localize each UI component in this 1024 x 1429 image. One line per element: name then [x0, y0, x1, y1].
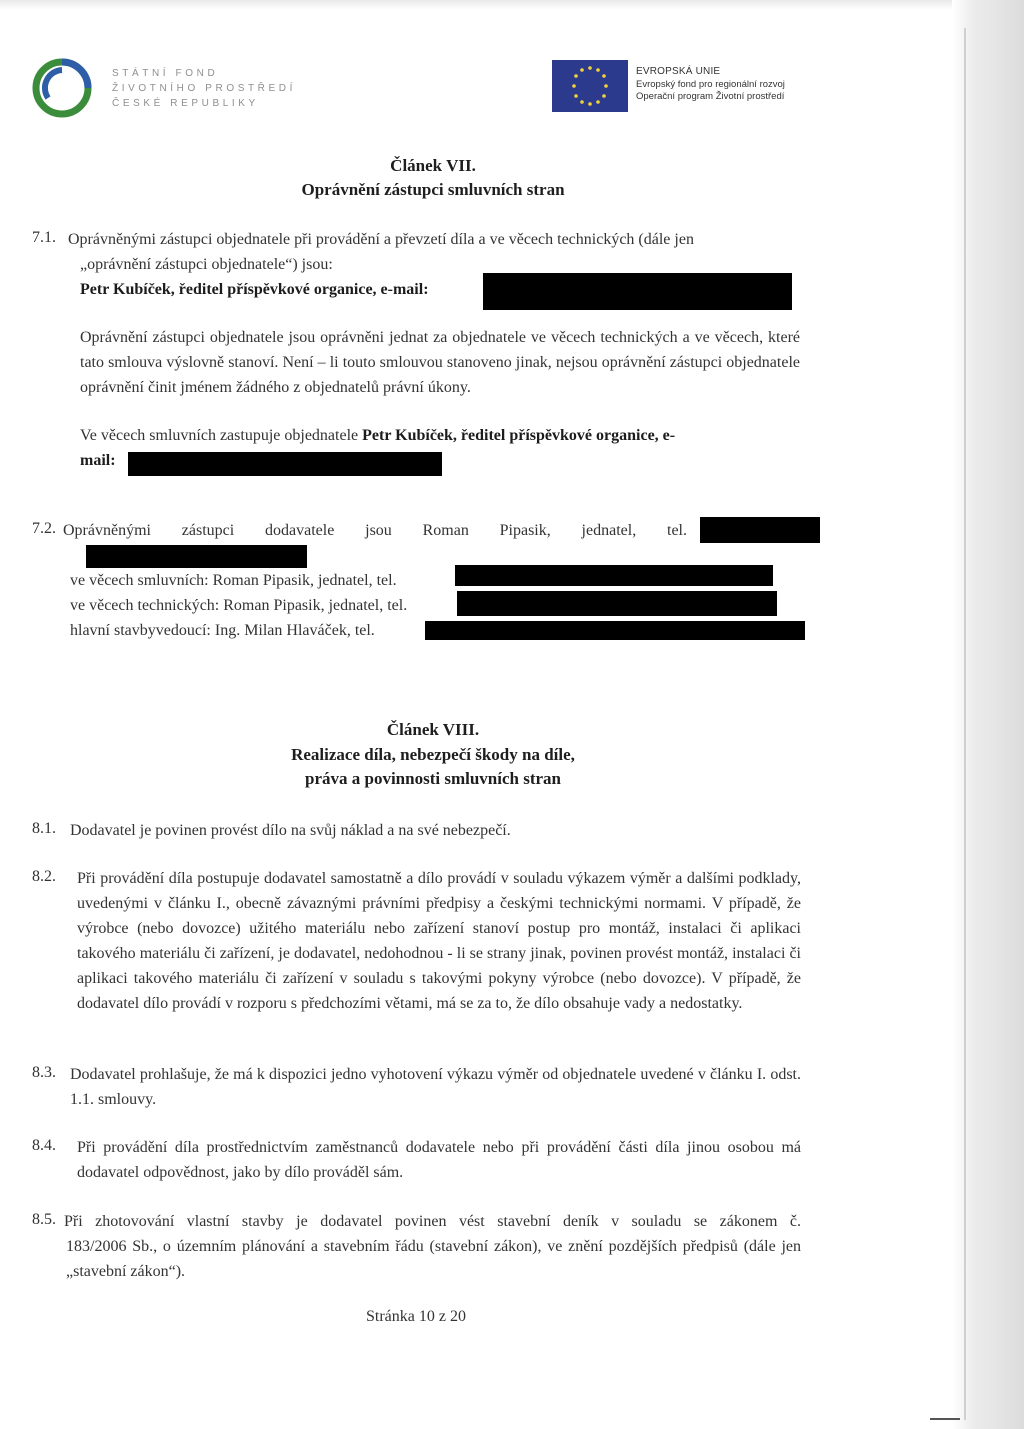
redaction-box [86, 545, 307, 568]
p85-text-rest: 183/2006 Sb., o územním plánování a stavebním řádu (stavební zákon), ve znění pozdějších předpisů (dále jen „stavební zákon“). [66, 1238, 801, 1280]
eu-text-block [636, 66, 785, 104]
p84-text: Při provádění díla prostřednictvím zaměstnanců dodavatele nebo při provádění části díla jinou osobou má dodavatel odpovědnost, jako by dílo prováděl sám. [77, 1139, 801, 1181]
eu-flag-icon [552, 60, 628, 112]
p85-line-1: Při zhotovování vlastní stavby je dodavatel povinen vést stavební deník v souladu se zákonem č. [64, 1213, 801, 1230]
redaction-box [455, 565, 773, 586]
logo-line-2: ŽIVOTNÍHO PROSTŘEDÍ [112, 83, 296, 94]
scan-page-edge [952, 0, 1024, 1429]
p71-line-1: Oprávněnými zástupci objednatele při provádění a převzetí díla a ve věcech technických (dále jen [68, 231, 694, 248]
p81-text: Dodavatel je povinen provést dílo na svůj náklad a na své nebezpečí. [70, 822, 511, 839]
p71-para3-bold: Petr Kubíček, ředitel příspěvkové organice, e- [362, 427, 676, 444]
p71-number: 7.1. [32, 229, 56, 246]
logo-line-3: ČESKÉ REPUBLIKY [112, 98, 259, 109]
p83-text: Dodavatel prohlašuje, že má k dispozici jedno vyhotovení výkazu výměr od objednatele uvedené v článku I. odst. 1.1. smlouvy. [70, 1066, 801, 1108]
logo-line-1: STÁTNÍ FOND [112, 68, 219, 79]
p71-line-3 [80, 277, 500, 302]
scan-top-shadow [0, 0, 1024, 10]
article-7-title: Článek VII. [390, 156, 476, 175]
redaction-box [700, 517, 820, 543]
p83-number: 8.3. [32, 1064, 56, 1081]
p81-number: 8.1. [32, 820, 56, 837]
p71-paragraph-3 [80, 423, 800, 448]
p84-number: 8.4. [32, 1137, 56, 1154]
article-8-subtitle-2: práva a povinnosti smluvních stran [305, 769, 561, 788]
p71-para3-plain: Ve věcech smluvních zastupuje objednatele [80, 427, 363, 444]
scan-bottom-mark [930, 1418, 960, 1420]
redaction-box [128, 452, 442, 476]
p71-paragraph-2: Oprávnění zástupci objednatele jsou oprávněni jednat za objednatele ve věcech technických a ve věcech, které tato smlouva výslovně stanoví. Není – li touto smlouvou stanoveno jinak, nejsou oprávnění zástupci objednatele oprávnění činit jménem žádného z objednatelů právní úkony. [80, 329, 800, 396]
p85-number: 8.5. [32, 1211, 56, 1228]
page-number: Stránka 10 z 20 [366, 1308, 466, 1325]
eu-line-1: Evropský fond pro regionální rozvoj [636, 78, 785, 90]
p72-line-2: ve věcech smluvních: Roman Pipasik, jednatel, tel. [70, 572, 397, 589]
article-7-subtitle: Oprávnění zástupci smluvních stran [301, 180, 565, 199]
article-8-subtitle-1: Realizace díla, nebezpečí škody na díle, [291, 745, 575, 764]
p71-para3-line2 [80, 448, 116, 473]
p72-line-3: ve věcech technických: Roman Pipasik, jednatel, tel. [70, 597, 408, 614]
redaction-box [483, 273, 792, 310]
p71-mail-label: mail: [80, 452, 116, 469]
p72-number: 7.2. [32, 520, 56, 537]
redaction-box [457, 591, 777, 616]
p72-line-1: Oprávněnými zástupci dodavatele jsou Roman Pipasik, jednatel, tel. [63, 522, 687, 539]
eu-title: EVROPSKÁ UNIE [636, 66, 721, 77]
p71-contact-bold: Petr Kubíček, ředitel příspěvkové organice, e-mail: [80, 281, 429, 298]
article-8-title: Článek VIII. [386, 720, 480, 739]
p72-line-4: hlavní stavbyvedoucí: Ing. Milan Hlaváček, tel. [70, 622, 375, 639]
eu-line-2: Operační program Životní prostředí [636, 91, 785, 102]
scan-page-edge-line [964, 28, 966, 1420]
p82-text: Při provádění díla postupuje dodavatel samostatně a dílo provádí v souladu výkazem výměr a dalšími podklady, uvedenými v článku I., obecně závaznými právními předpisy a českými technickými normami. V případě, že výrobce (nebo dovozce) užitého materiálu nebo zařízení stanoví postup pro montáž, instalaci či aplikaci takového materiálu či zařízení, je dodavatel, nedohodnou - li se strany jinak, povinen provést montáž, instalaci či aplikaci takového materiálu či zařízení v souladu s takovými pokyny výrobce (nebo dovozce). V případě, že dodavatel dílo provádí v rozporu s předchozími větami, má se za to, že dílo obsahuje vady a nedostatky. [77, 870, 801, 1012]
redaction-box [425, 621, 805, 640]
sfzp-logo-text [112, 66, 296, 111]
p71-line-2: „oprávnění zástupci objednatele“) jsou: [80, 256, 333, 273]
sfzp-logo-icon [32, 58, 92, 118]
p82-number: 8.2. [32, 868, 56, 885]
